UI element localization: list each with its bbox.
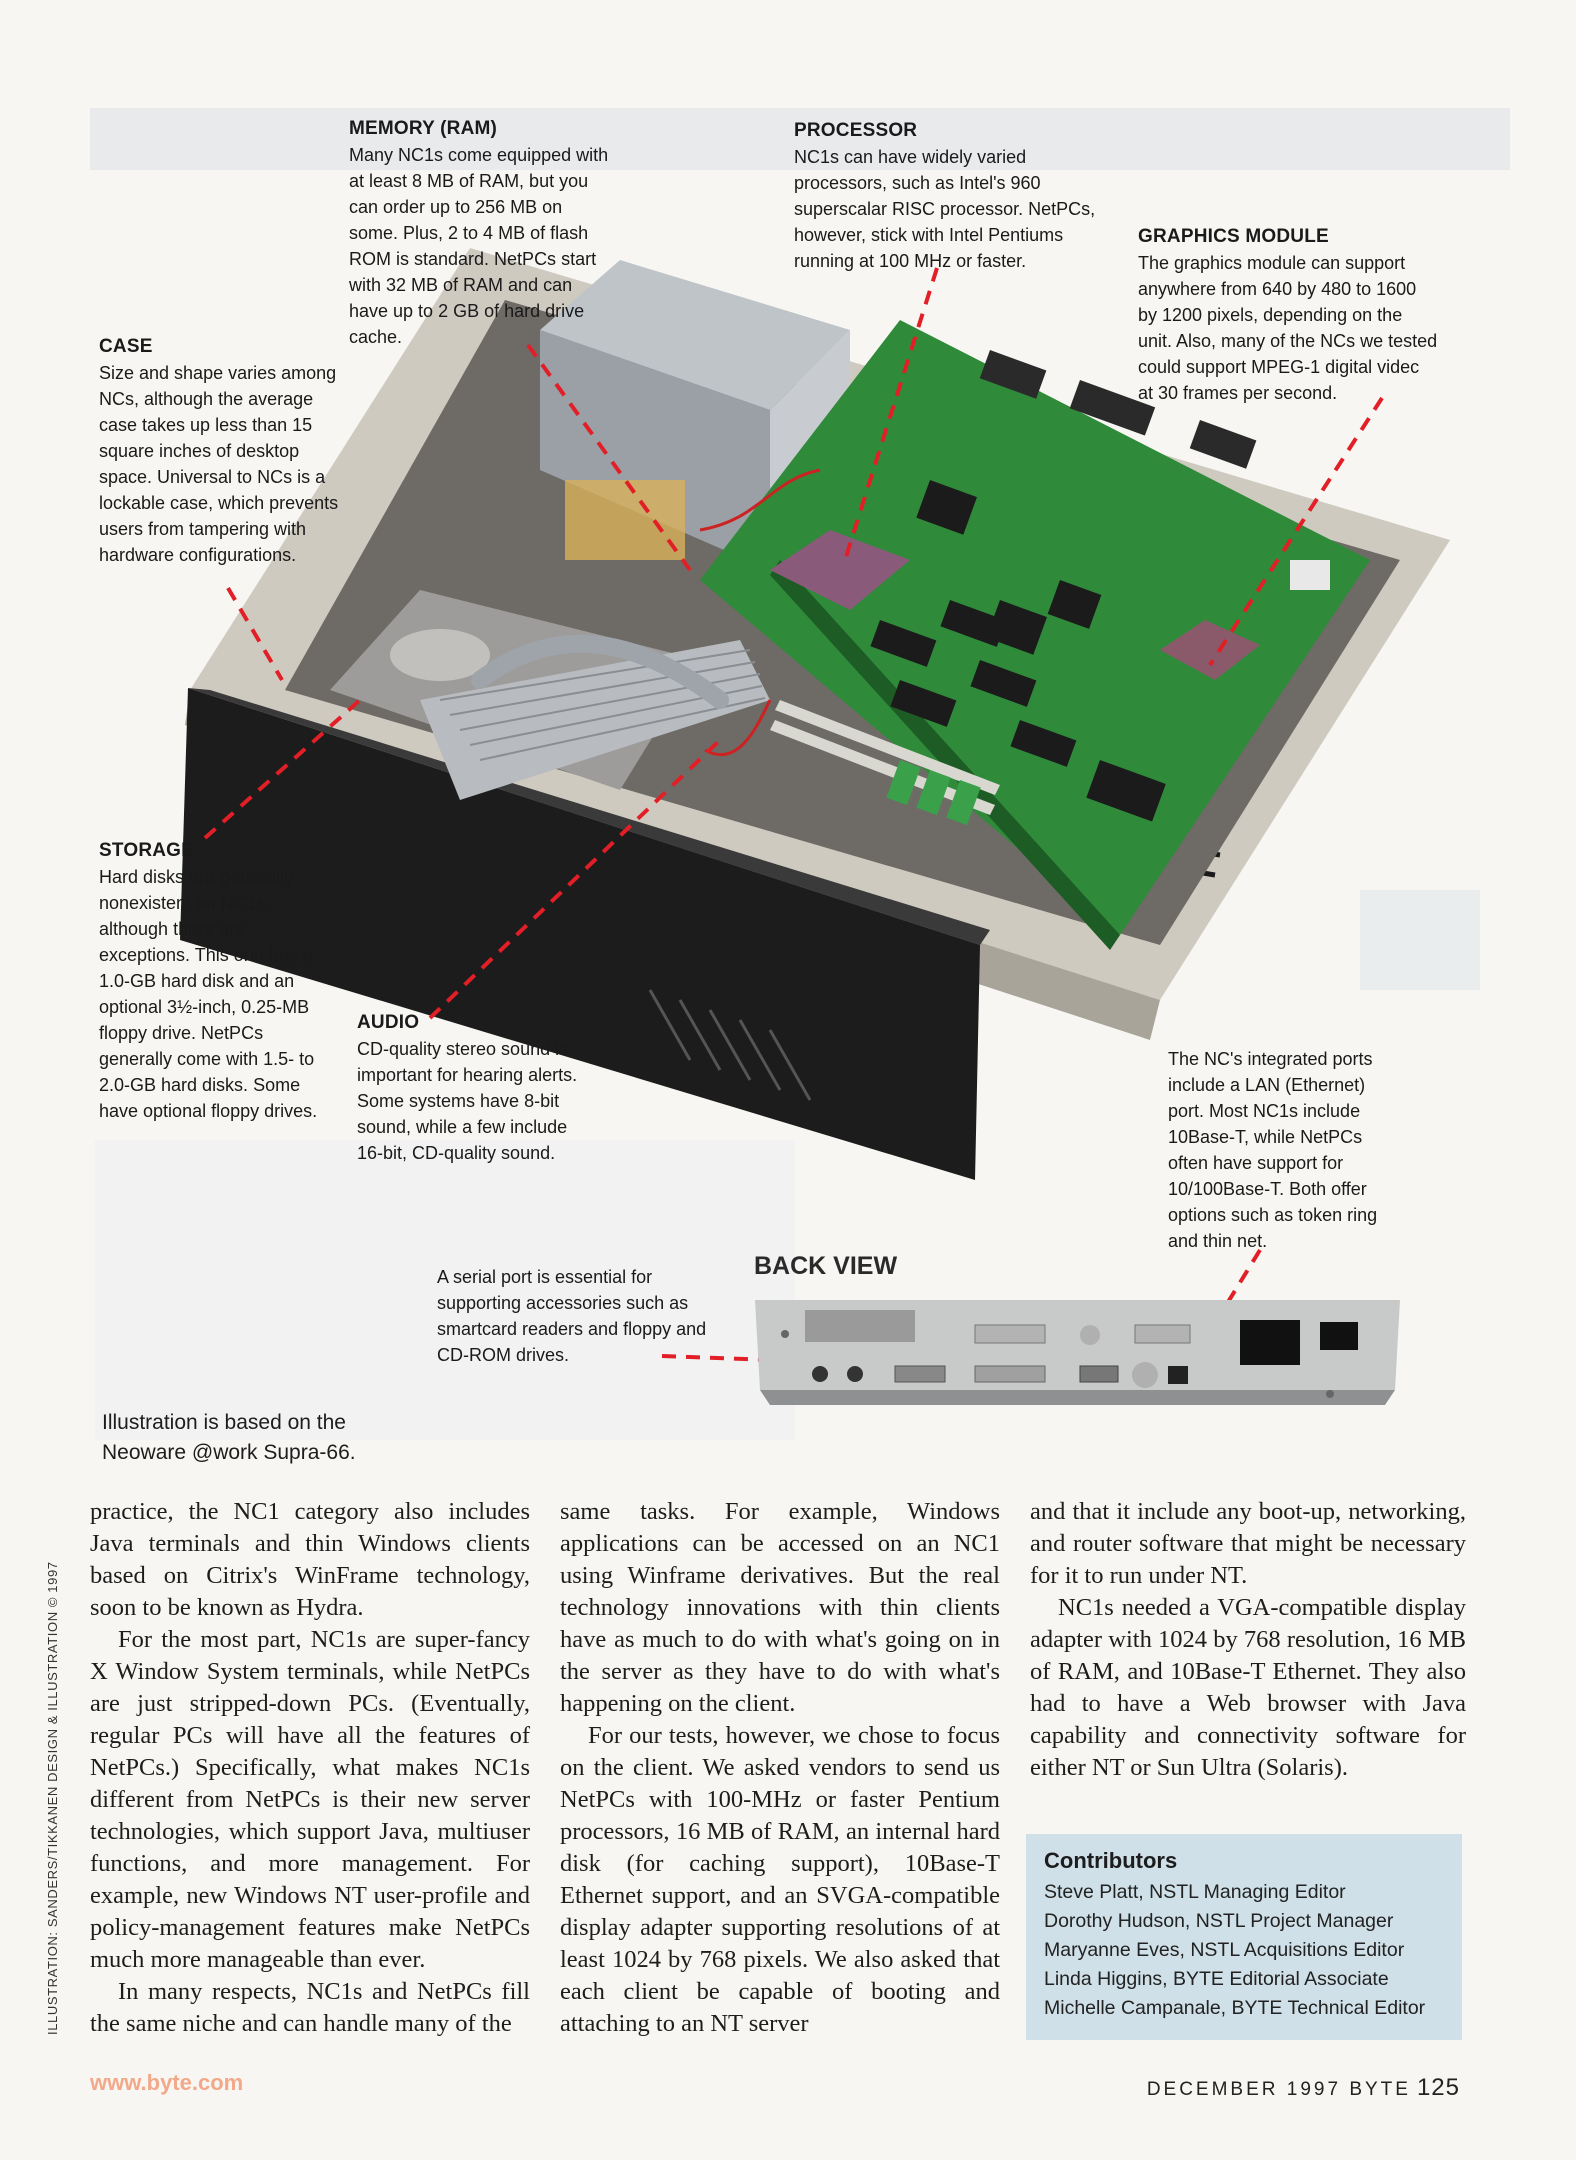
page-number: 125: [1416, 2074, 1460, 2101]
callout-text: The graphics module can support anywhere from 640 by 480 to 1600 by 1200 pixels, depending on the unit. Also, many of the NCs we tested could support MPEG-1 digital videc at 30 frames per second.: [1138, 253, 1438, 403]
contributor: Maryanne Eves, NSTL Acquisitions Editor: [1044, 1939, 1405, 1961]
paragraph: For the most part, NC1s are super-fancy X Window System terminals, while NetPCs are just stripped-down PCs. (Eventually, regular PCs will have all the features of NetPCs.) Specifically, what makes NC1s different from NetPCs is their new server technologies, which support Java, multiuser functions, and more management. For example, new Windows NT user-profile and policy-management features make NetPCs much more manageable than ever.: [90, 1626, 530, 1973]
case-callout: [99, 334, 341, 568]
serial-callout: [437, 1264, 711, 1368]
callout-title: GRAPHICS MODULE: [1138, 226, 1329, 247]
text-column-2: [560, 1496, 1000, 2040]
callout-title: AUDIO: [357, 1012, 420, 1033]
contributor: Dorothy Hudson, NSTL Project Manager: [1044, 1910, 1394, 1932]
text-column-1: [90, 1496, 530, 2040]
illustration-credit: [38, 1535, 68, 2035]
contributor: Steve Platt, NSTL Managing Editor: [1044, 1881, 1346, 1903]
callout-text: CD-quality stereo sound is important for hearing alerts. Some systems have 8-bit sound, while a few include 16-bit, CD-quality sound.: [357, 1039, 578, 1163]
credit-text: ILLUSTRATION: SANDERS/TIKKANEN DESIGN & ILLUSTRATION © 1997: [45, 1561, 60, 2035]
contributors-title: Contributors: [1044, 1848, 1178, 1873]
footer-issue: [1147, 2074, 1460, 2102]
paragraph: practice, the NC1 category also includes Java terminals and thin Windows clients based on Citrix's WinFrame technology, soon to be known as Hydra.: [90, 1498, 530, 1621]
illustration-basis: Illustration is based on the Neoware @work Supra-66.: [102, 1411, 356, 1464]
callout-title: MEMORY (RAM): [349, 118, 498, 139]
callout-text: The NC's integrated ports include a LAN (Ethernet) port. Most NC1s include 10Base-T, while NetPCs often have support for 10/100Base-T. Both offer options such as token ring and thin net.: [1168, 1049, 1378, 1251]
contributors-box: [1026, 1834, 1462, 2040]
callout-text: Size and shape varies among NCs, although the average case takes up less than 15 square inches of desktop space. Universal to NCs is a lockable case, which prevents users from tampering with hardware configurations.: [99, 363, 339, 565]
callout-title: STORAGE: [99, 840, 195, 861]
contributor: Michelle Campanale, BYTE Technical Editor: [1044, 1997, 1426, 2019]
audio-callout: [357, 1010, 597, 1166]
ports-callout: [1168, 1046, 1394, 1254]
paragraph: For our tests, however, we chose to focus on the client. We asked vendors to send us NetPCs with 100-MHz or faster Pentium processors, 16 MB of RAM, an internal hard disk (for caching support), 10Base-T Ethernet support, and an SVGA-compatible display adapter supporting resolutions of at least 1024 by 768 pixels. We also asked that each client be capable of booting and attaching to an NT server: [560, 1722, 1000, 2037]
footer-url[interactable]: www.byte.com: [90, 2070, 244, 2095]
callout-text: Many NC1s come equipped with at least 8 MB of RAM, but you can order up to 256 MB on some. Plus, 2 to 4 MB of flash ROM is standard. NetPCs start with 32 MB of RAM and can have up to 2 GB of hard drive cache.: [349, 145, 609, 347]
callout-text: Hard disks are generally nonexistent on NC1s, although there are exceptions. This one has a 1.0-GB hard disk and an optional 3½-inch, 0.25-MB floppy drive. NetPCs generally come with 1.5- to 2.0-GB hard disks. Some have optional floppy drives.: [99, 867, 318, 1121]
text-column-3: [1030, 1496, 1466, 1784]
back-view-label: BACK VIEW: [754, 1252, 898, 1280]
callout-text: NC1s can have widely varied processors, such as Intel's 960 superscalar RISC processor. NetPCs, however, stick with Intel Pentiums running at 100 MHz or faster.: [794, 147, 1096, 271]
paragraph: NC1s needed a VGA-compatible display adapter with 1024 by 768 resolution, 16 MB of RAM, and 10Base-T Ethernet. They also had to have a Web browser with Java capability and connectivity software for either NT or Sun Ultra (Solaris).: [1030, 1594, 1466, 1781]
issue-label: DECEMBER 1997 BYTE: [1146, 2079, 1411, 2100]
paragraph: In many respects, NC1s and NetPCs fill the same niche and can handle many of the: [90, 1978, 530, 2037]
processor-callout: [794, 118, 1112, 274]
callout-title: PROCESSOR: [794, 120, 918, 141]
graphics-callout: [1138, 224, 1438, 406]
contributor: Linda Higgins, BYTE Editorial Associate: [1044, 1968, 1389, 1990]
storage-callout: [99, 838, 321, 1124]
callout-title: CASE: [99, 336, 153, 357]
back-view-unit: [755, 1300, 1400, 1405]
memory-callout: [349, 116, 611, 350]
callout-text: A serial port is essential for supporting accessories such as smartcard readers and floppy and CD-ROM drives.: [437, 1267, 707, 1365]
paragraph: and that it include any boot-up, networking, and router software that might be necessary for it to run under NT.: [1030, 1498, 1466, 1589]
paragraph: same tasks. For example, Windows applications can be accessed on an NC1 using Winframe derivatives. But the real technology innovations with thin clients have as much to do with what's going on in the server as they have to do with what's happening on the client.: [560, 1498, 1000, 1717]
